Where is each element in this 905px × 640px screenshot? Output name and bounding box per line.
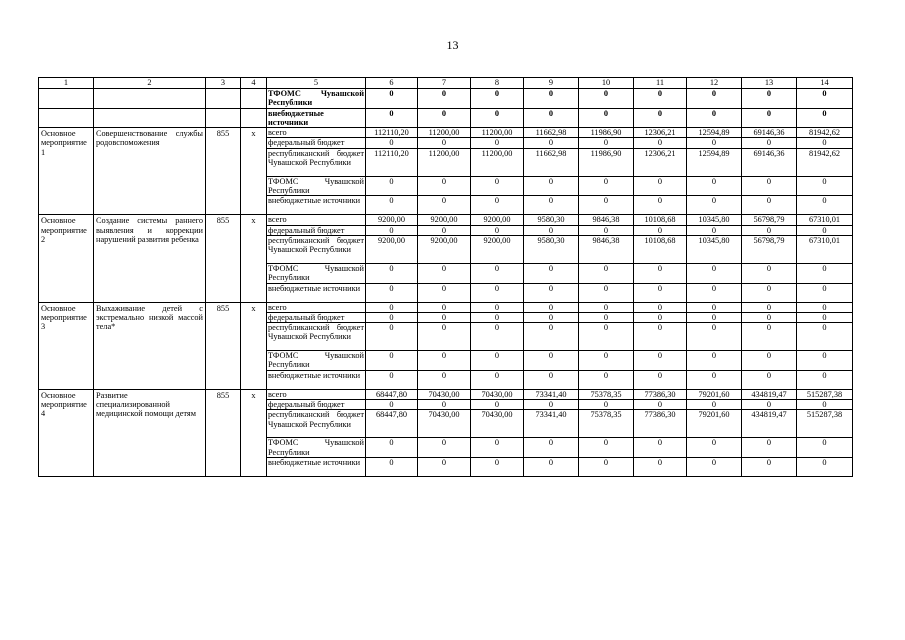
- amount-cell: 0: [687, 438, 742, 458]
- funding-source: внебюджетные источники: [267, 196, 366, 215]
- code-x: х: [241, 302, 267, 389]
- amount-cell: 0: [634, 370, 687, 389]
- amount-cell: 9200,00: [418, 235, 471, 263]
- amount-cell: 0: [797, 89, 853, 109]
- budget-code: 855: [206, 128, 241, 215]
- amount-cell: 0: [579, 283, 634, 302]
- amount-cell: 0: [418, 400, 471, 410]
- amount-cell: 0: [797, 196, 853, 215]
- funding-source: республиканский бюджет Чувашской Республики: [267, 235, 366, 263]
- amount-cell: 0: [418, 312, 471, 322]
- amount-cell: 0: [742, 400, 797, 410]
- amount-cell: 11200,00: [418, 128, 471, 138]
- amount-cell: 0: [471, 138, 524, 148]
- amount-cell: 73341,40: [524, 389, 579, 399]
- amount-cell: 0: [579, 438, 634, 458]
- amount-cell: 0: [471, 323, 524, 351]
- amount-cell: 0: [579, 400, 634, 410]
- amount-cell: 0: [742, 138, 797, 148]
- amount-cell: 0: [579, 263, 634, 283]
- amount-cell: 0: [366, 176, 418, 196]
- funding-source: ТФОМС Чувашской Республики: [268, 263, 364, 283]
- amount-cell: 11986,90: [579, 128, 634, 138]
- amount-cell: 0: [579, 225, 634, 235]
- amount-cell: 0: [634, 263, 687, 283]
- funding-source: федеральный бюджет: [267, 225, 366, 235]
- amount-cell: 0: [524, 400, 579, 410]
- amount-cell: 0: [524, 89, 579, 109]
- header-row: [39, 78, 853, 89]
- amount-cell: 0: [742, 225, 797, 235]
- amount-cell: 0: [524, 283, 579, 302]
- amount-cell: 0: [471, 89, 524, 109]
- amount-cell: 0: [687, 457, 742, 476]
- table-row: [39, 389, 853, 399]
- activity-description: Создание системы раннего выявления и коррекции нарушений развития ребенка: [94, 215, 206, 302]
- amount-cell: 0: [471, 263, 524, 283]
- amount-cell: 0: [634, 457, 687, 476]
- empty-cell: [39, 108, 94, 128]
- amount-cell: 0: [471, 400, 524, 410]
- table-row: [39, 215, 853, 225]
- amount-cell: 11662,98: [524, 128, 579, 138]
- amount-cell: 0: [797, 263, 853, 283]
- amount-cell: 0: [418, 138, 471, 148]
- amount-cell: 70430,00: [471, 410, 524, 438]
- amount-cell: 0: [524, 438, 579, 458]
- amount-cell: 79201,60: [687, 410, 742, 438]
- amount-cell: 0: [418, 176, 471, 196]
- empty-cell: [241, 108, 267, 128]
- amount-cell: 9580,30: [524, 235, 579, 263]
- amount-cell: 12306,21: [634, 128, 687, 138]
- amount-cell: 0: [687, 196, 742, 215]
- amount-cell: 0: [797, 457, 853, 476]
- amount-cell: 0: [687, 302, 742, 312]
- amount-cell: 9580,30: [524, 215, 579, 225]
- amount-cell: 0: [687, 400, 742, 410]
- amount-cell: 56798,79: [742, 215, 797, 225]
- amount-cell: 9200,00: [418, 215, 471, 225]
- amount-cell: 0: [742, 438, 797, 458]
- amount-cell: 0: [687, 370, 742, 389]
- amount-cell: 0: [797, 312, 853, 322]
- header-cell: 13: [742, 78, 797, 89]
- amount-cell: 0: [579, 370, 634, 389]
- amount-cell: 11200,00: [471, 128, 524, 138]
- amount-cell: 0: [524, 370, 579, 389]
- amount-cell: 0: [634, 196, 687, 215]
- amount-cell: 0: [366, 457, 418, 476]
- amount-cell: 9200,00: [366, 235, 418, 263]
- amount-cell: 0: [797, 438, 853, 458]
- amount-cell: 0: [366, 302, 418, 312]
- amount-cell: 0: [579, 196, 634, 215]
- amount-cell: 0: [634, 438, 687, 458]
- amount-cell: 79201,60: [687, 389, 742, 399]
- amount-cell: 70430,00: [418, 410, 471, 438]
- amount-cell: 0: [742, 323, 797, 351]
- amount-cell: 434819,47: [742, 410, 797, 438]
- amount-cell: 0: [366, 438, 418, 458]
- amount-cell: 0: [524, 457, 579, 476]
- empty-cell: [94, 108, 206, 128]
- amount-cell: 0: [579, 323, 634, 351]
- header-cell: 6: [366, 78, 418, 89]
- amount-cell: 0: [687, 283, 742, 302]
- amount-cell: 0: [471, 283, 524, 302]
- activity-label: Основное мероприятие 3: [39, 302, 94, 389]
- amount-cell: 0: [687, 138, 742, 148]
- header-cell: 10: [579, 78, 634, 89]
- amount-cell: 0: [579, 312, 634, 322]
- amount-cell: 0: [742, 263, 797, 283]
- amount-cell: 0: [634, 400, 687, 410]
- activity-description: Совершенствование службы родовспоможения: [94, 128, 206, 215]
- funding-source: федеральный бюджет: [267, 138, 366, 148]
- amount-cell: 0: [797, 302, 853, 312]
- amount-cell: 0: [418, 283, 471, 302]
- amount-cell: 68447,80: [366, 410, 418, 438]
- amount-cell: 0: [742, 283, 797, 302]
- empty-cell: [206, 108, 241, 128]
- amount-cell: 56798,79: [742, 235, 797, 263]
- amount-cell: 0: [687, 225, 742, 235]
- funding-source: внебюджетные источники: [267, 370, 366, 389]
- amount-cell: 11200,00: [471, 148, 524, 176]
- amount-cell: 0: [742, 302, 797, 312]
- amount-cell: 9200,00: [366, 215, 418, 225]
- amount-cell: 10345,80: [687, 235, 742, 263]
- amount-cell: 0: [579, 351, 634, 371]
- funding-source: всего: [267, 128, 366, 138]
- code-x: х: [241, 215, 267, 302]
- header-cell: 12: [687, 78, 742, 89]
- amount-cell: 0: [742, 351, 797, 371]
- funding-source: федеральный бюджет: [267, 400, 366, 410]
- header-cell: 5: [267, 78, 366, 89]
- table-row: [39, 128, 853, 138]
- amount-cell: 0: [418, 225, 471, 235]
- amount-cell: 11662,98: [524, 148, 579, 176]
- activity-label: Основное мероприятие 2: [39, 215, 94, 302]
- amount-cell: 0: [797, 351, 853, 371]
- amount-cell: 81942,62: [797, 128, 853, 138]
- amount-cell: 11200,00: [418, 148, 471, 176]
- table-row: [39, 108, 853, 128]
- amount-cell: 0: [366, 196, 418, 215]
- amount-cell: 0: [524, 302, 579, 312]
- header-cell: 4: [241, 78, 267, 89]
- amount-cell: 0: [366, 312, 418, 322]
- amount-cell: 0: [418, 108, 471, 128]
- amount-cell: 515287,38: [797, 389, 853, 399]
- amount-cell: 0: [418, 351, 471, 371]
- amount-cell: 9846,38: [579, 215, 634, 225]
- amount-cell: 69146,36: [742, 148, 797, 176]
- table-row: [39, 89, 853, 109]
- amount-cell: 0: [634, 108, 687, 128]
- header-cell: 14: [797, 78, 853, 89]
- amount-cell: 12594,89: [687, 148, 742, 176]
- code-x: х: [241, 128, 267, 215]
- amount-cell: 0: [524, 176, 579, 196]
- page-number: 13: [446, 38, 459, 52]
- amount-cell: 0: [366, 370, 418, 389]
- amount-cell: 73341,40: [524, 410, 579, 438]
- funding-source: республиканский бюджет Чувашской Республики: [267, 323, 366, 351]
- amount-cell: 0: [742, 370, 797, 389]
- amount-cell: 0: [366, 108, 418, 128]
- amount-cell: 0: [366, 323, 418, 351]
- amount-cell: 0: [797, 176, 853, 196]
- amount-cell: 0: [797, 323, 853, 351]
- activity-label: Основное мероприятие 4: [39, 389, 94, 476]
- amount-cell: 0: [579, 138, 634, 148]
- amount-cell: 0: [634, 351, 687, 371]
- amount-cell: 77386,30: [634, 389, 687, 399]
- amount-cell: 0: [687, 108, 742, 128]
- amount-cell: 0: [471, 457, 524, 476]
- amount-cell: 77386,30: [634, 410, 687, 438]
- funding-source: ТФОМС Чувашской Республики: [268, 438, 364, 457]
- funding-source: ТФОМС Чувашской Республики: [268, 351, 364, 370]
- funding-source: федеральный бюджет: [267, 312, 366, 322]
- amount-cell: 0: [797, 138, 853, 148]
- amount-cell: 0: [366, 351, 418, 371]
- funding-source: ТФОМС Чувашской Республики: [268, 176, 364, 196]
- empty-cell: [241, 89, 267, 109]
- funding-source: внебюджетные источники: [267, 457, 366, 476]
- amount-cell: 0: [579, 108, 634, 128]
- budget-code: 855: [206, 215, 241, 302]
- amount-cell: 11986,90: [579, 148, 634, 176]
- table-row: [39, 302, 853, 312]
- amount-cell: 0: [524, 138, 579, 148]
- amount-cell: 0: [742, 312, 797, 322]
- amount-cell: 0: [471, 196, 524, 215]
- amount-cell: 0: [687, 351, 742, 371]
- activity-label: Основное мероприятие 1: [39, 128, 94, 215]
- amount-cell: 69146,36: [742, 128, 797, 138]
- amount-cell: 0: [471, 370, 524, 389]
- amount-cell: 0: [687, 323, 742, 351]
- amount-cell: 0: [366, 225, 418, 235]
- amount-cell: 0: [471, 176, 524, 196]
- amount-cell: 0: [579, 457, 634, 476]
- funding-source: всего: [267, 389, 366, 399]
- amount-cell: 0: [797, 108, 853, 128]
- header-cell: 1: [39, 78, 94, 89]
- empty-cell: [94, 89, 206, 109]
- amount-cell: 0: [687, 176, 742, 196]
- header-cell: 8: [471, 78, 524, 89]
- amount-cell: 0: [418, 89, 471, 109]
- amount-cell: 434819,47: [742, 389, 797, 399]
- amount-cell: 0: [471, 351, 524, 371]
- amount-cell: 0: [524, 108, 579, 128]
- amount-cell: 0: [634, 138, 687, 148]
- amount-cell: 0: [797, 400, 853, 410]
- amount-cell: 0: [797, 370, 853, 389]
- amount-cell: 0: [634, 283, 687, 302]
- funding-source: всего: [267, 302, 366, 312]
- amount-cell: 75378,35: [579, 410, 634, 438]
- funding-source: внебюджетные источники: [267, 108, 366, 128]
- amount-cell: 0: [418, 323, 471, 351]
- amount-cell: 12594,89: [687, 128, 742, 138]
- amount-cell: 0: [524, 263, 579, 283]
- funding-source: республиканский бюджет Чувашской Республики: [267, 410, 366, 438]
- amount-cell: 0: [687, 263, 742, 283]
- amount-cell: 0: [634, 225, 687, 235]
- funding-source: внебюджетные источники: [267, 283, 366, 302]
- amount-cell: 9200,00: [471, 215, 524, 225]
- header-cell: 9: [524, 78, 579, 89]
- funding-source: ТФОМС Чувашской Республики: [268, 89, 364, 108]
- amount-cell: 0: [797, 225, 853, 235]
- amount-cell: 81942,62: [797, 148, 853, 176]
- amount-cell: 0: [418, 457, 471, 476]
- amount-cell: 0: [366, 283, 418, 302]
- amount-cell: 0: [418, 438, 471, 458]
- activity-description: Выхаживание детей с экстремально низкой массой тела*: [94, 302, 206, 389]
- amount-cell: 75378,35: [579, 389, 634, 399]
- budget-table: [38, 77, 853, 477]
- amount-cell: 0: [524, 225, 579, 235]
- amount-cell: 67310,01: [797, 215, 853, 225]
- amount-cell: 0: [524, 312, 579, 322]
- amount-cell: 0: [366, 89, 418, 109]
- table-body: [39, 89, 853, 477]
- amount-cell: 0: [579, 89, 634, 109]
- amount-cell: 515287,38: [797, 410, 853, 438]
- amount-cell: 70430,00: [471, 389, 524, 399]
- amount-cell: 0: [742, 196, 797, 215]
- amount-cell: 9200,00: [471, 235, 524, 263]
- amount-cell: 10345,80: [687, 215, 742, 225]
- activity-description: Развитие специализированной медицинской помощи детям: [94, 389, 206, 476]
- amount-cell: 0: [418, 302, 471, 312]
- amount-cell: 0: [471, 108, 524, 128]
- amount-cell: 0: [634, 89, 687, 109]
- amount-cell: 0: [742, 108, 797, 128]
- amount-cell: 112110,20: [366, 148, 418, 176]
- amount-cell: 112110,20: [366, 128, 418, 138]
- amount-cell: 9846,38: [579, 235, 634, 263]
- amount-cell: 0: [418, 263, 471, 283]
- header-cell: 7: [418, 78, 471, 89]
- amount-cell: 70430,00: [418, 389, 471, 399]
- table-header: [39, 78, 853, 89]
- header-cell: 2: [94, 78, 206, 89]
- amount-cell: 0: [742, 457, 797, 476]
- amount-cell: 0: [797, 283, 853, 302]
- empty-cell: [39, 89, 94, 109]
- amount-cell: 0: [418, 370, 471, 389]
- amount-cell: 0: [366, 263, 418, 283]
- header-cell: 11: [634, 78, 687, 89]
- amount-cell: 0: [687, 89, 742, 109]
- budget-code: 855: [206, 302, 241, 389]
- amount-cell: 0: [742, 89, 797, 109]
- amount-cell: 0: [471, 302, 524, 312]
- amount-cell: 0: [634, 302, 687, 312]
- amount-cell: 0: [366, 138, 418, 148]
- amount-cell: 67310,01: [797, 235, 853, 263]
- amount-cell: 0: [524, 351, 579, 371]
- amount-cell: 0: [418, 196, 471, 215]
- amount-cell: 0: [579, 176, 634, 196]
- funding-source: республиканский бюджет Чувашской Республики: [267, 148, 366, 176]
- amount-cell: 68447,80: [366, 389, 418, 399]
- amount-cell: 10108,68: [634, 215, 687, 225]
- amount-cell: 0: [471, 312, 524, 322]
- funding-source: всего: [267, 215, 366, 225]
- amount-cell: 12306,21: [634, 148, 687, 176]
- code-x: х: [241, 389, 267, 476]
- amount-cell: 10108,68: [634, 235, 687, 263]
- amount-cell: 0: [471, 225, 524, 235]
- amount-cell: 0: [579, 302, 634, 312]
- amount-cell: 0: [366, 400, 418, 410]
- amount-cell: 0: [742, 176, 797, 196]
- budget-code: 855: [206, 389, 241, 476]
- header-cell: 3: [206, 78, 241, 89]
- amount-cell: 0: [471, 438, 524, 458]
- amount-cell: 0: [524, 196, 579, 215]
- amount-cell: 0: [634, 312, 687, 322]
- amount-cell: 0: [634, 176, 687, 196]
- amount-cell: 0: [524, 323, 579, 351]
- empty-cell: [206, 89, 241, 109]
- amount-cell: 0: [634, 323, 687, 351]
- amount-cell: 0: [687, 312, 742, 322]
